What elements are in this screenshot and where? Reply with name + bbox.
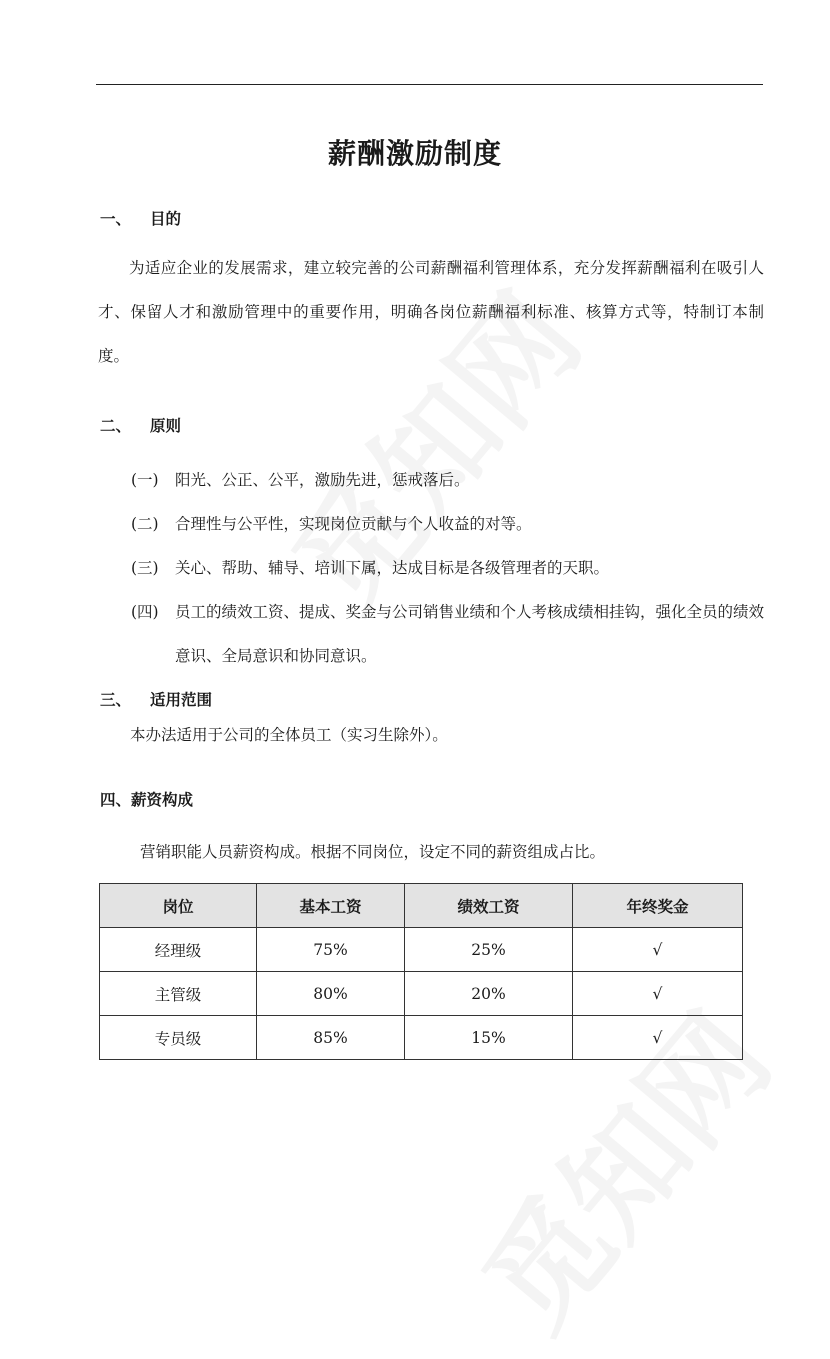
list-item-label: (一) [131, 471, 159, 489]
column-header: 基本工资 [257, 884, 405, 928]
table-header-row [100, 884, 743, 928]
column-header: 岗位 [100, 884, 257, 928]
table-cell: 20% [405, 972, 573, 1016]
table-row [100, 972, 743, 1016]
list-item-text: 阳光、公正、公平，激励先进，惩戒落后。 [175, 471, 470, 489]
section-heading-salary: 四、薪资构成 [100, 791, 194, 809]
table-cell: 主管级 [100, 972, 257, 1016]
section-heading-principles [100, 414, 181, 436]
table-cell: 80% [257, 972, 405, 1016]
list-item-label: (二) [131, 515, 159, 533]
salary-intro: 营销职能人员薪资构成。根据不同岗位，设定不同的薪资组成占比。 [140, 843, 606, 861]
table-row [100, 928, 743, 972]
section-title: 目的 [150, 210, 182, 228]
scope-paragraph: 本办法适用于公司的全体员工（实习生除外）。 [130, 726, 448, 744]
section-heading-scope [100, 688, 212, 710]
list-item-text: 合理性与公平性，实现岗位贡献与个人收益的对等。 [175, 515, 532, 533]
section-number: 一、 [100, 210, 132, 228]
column-header: 绩效工资 [405, 884, 573, 928]
section-heading-purpose [100, 207, 181, 229]
list-item-label: (三) [131, 559, 159, 577]
table-cell: 75% [257, 928, 405, 972]
table-cell: 专员级 [100, 1016, 257, 1060]
list-item [131, 590, 771, 678]
list-item-text: 员工的绩效工资、提成、奖金与公司销售业绩和个人考核成绩相挂钩，强化全员的绩效意识、全局意识和协同意识。 [175, 603, 765, 665]
list-item [131, 546, 771, 590]
section-title: 原则 [150, 417, 182, 435]
list-item-text: 关心、帮助、辅导、培训下属，达成目标是各级管理者的天职。 [175, 559, 610, 577]
list-item-label: (四) [131, 603, 159, 621]
table-cell: √ [573, 1016, 743, 1060]
table-cell: 25% [405, 928, 573, 972]
table-cell: √ [573, 928, 743, 972]
section-number: 二、 [100, 417, 132, 435]
document-title: 薪酬激励制度 [327, 137, 502, 170]
column-header: 年终奖金 [573, 884, 743, 928]
list-item [131, 502, 771, 546]
section-number: 三、 [100, 691, 132, 709]
list-item [131, 458, 771, 502]
table-cell: 15% [405, 1016, 573, 1060]
table-cell: 经理级 [100, 928, 257, 972]
salary-table [99, 883, 742, 1060]
principles-list [131, 458, 771, 678]
table-cell: 85% [257, 1016, 405, 1060]
section-title: 适用范围 [150, 691, 213, 709]
table-cell: √ [573, 972, 743, 1016]
header-rule [96, 84, 763, 85]
table-row [100, 1016, 743, 1060]
purpose-paragraph: 为适应企业的发展需求，建立较完善的公司薪酬福利管理体系，充分发挥薪酬福利在吸引人才、保留人才和激励管理中的重要作用，明确各岗位薪酬福利标准、核算方式等，特制订本制度。 [98, 259, 764, 365]
